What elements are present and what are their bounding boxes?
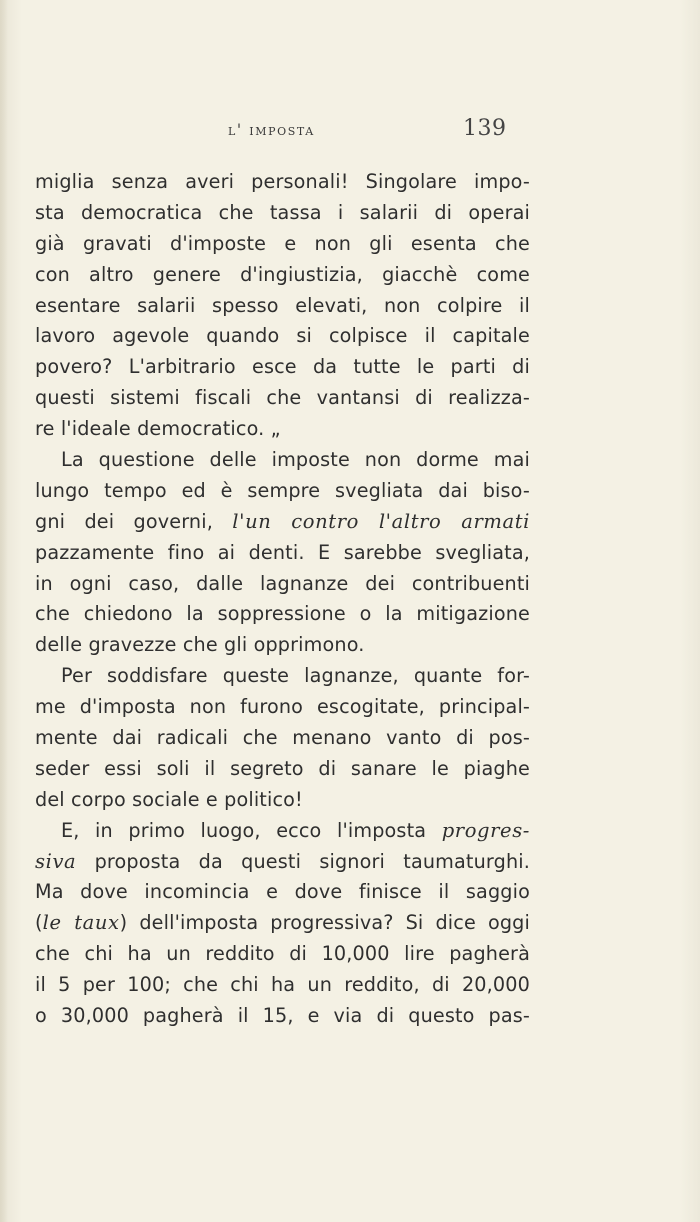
text-run: Per soddisfare queste lagnanze, quante for- (61, 664, 530, 688)
text-run: questi sistemi fiscali che vantansi di realizza- (35, 386, 530, 410)
text-run: E, in primo luogo, ecco l'imposta (61, 818, 442, 842)
text-run: il 5 per 100; che chi ha un reddito, di 20,000 (35, 973, 530, 997)
text-line (35, 723, 530, 754)
text-line (35, 630, 530, 661)
text-run: mente dai radicali che menano vanto di pos- (35, 726, 530, 750)
text-run: re l'ideale democratico. „ (35, 417, 281, 441)
text-run: in ogni caso, dalle lagnanze dei contribuenti (35, 571, 530, 595)
text-line (35, 908, 530, 939)
text-line (35, 445, 530, 476)
text-run: sta democratica che tassa i salarii di operai (35, 200, 530, 224)
text-line (35, 877, 530, 908)
text-line (35, 692, 530, 723)
text-line (35, 383, 530, 414)
text-line (35, 847, 530, 878)
text-line (35, 816, 530, 847)
text-run: seder essi soli il segreto di sanare le piaghe (35, 756, 530, 780)
text-line (35, 198, 530, 229)
text-line (35, 754, 530, 785)
text-line (35, 538, 530, 569)
text-run: o 30,000 pagherà il 15, e via di questo pas- (35, 1004, 530, 1028)
text-run: che chiedono la soppressione o la mitigazione (35, 602, 530, 626)
text-run: ) dell'imposta progressiva? Si dice oggi (119, 911, 530, 935)
text-line (35, 291, 530, 322)
italic-text: l'un contro l'altro armati (232, 509, 530, 533)
text-line (35, 260, 530, 291)
text-run: La questione delle imposte non dorme mai (61, 448, 530, 472)
text-run: me d'imposta non furono escogitate, principal- (35, 695, 530, 719)
text-line (35, 229, 530, 260)
text-line (35, 569, 530, 600)
running-title: l' imposta (228, 121, 315, 139)
italic-text: progres- (441, 818, 530, 842)
text-line (35, 661, 530, 692)
text-line (35, 970, 530, 1001)
text-run: del corpo sociale e politico! (35, 787, 303, 811)
page-gutter-shadow (0, 0, 8, 1222)
text-line (35, 321, 530, 352)
text-run: gni dei governi, (35, 509, 233, 533)
text-line (35, 414, 530, 445)
text-line (35, 599, 530, 630)
text-run: ( (35, 911, 43, 935)
text-run: con altro genere d'ingiustizia, giacchè come (35, 262, 530, 286)
text-line (35, 476, 530, 507)
text-line (35, 507, 530, 538)
text-line (35, 352, 530, 383)
text-run: lungo tempo ed è sempre svegliata dai biso- (35, 478, 530, 502)
italic-text: le taux (42, 911, 120, 935)
text-line (35, 1001, 530, 1032)
text-run: povero? L'arbitrario esce da tutte le parti di (35, 355, 530, 379)
page-number: 139 (463, 116, 507, 141)
text-run: proposta da questi signori taumaturghi. (76, 849, 530, 873)
text-line (35, 939, 530, 970)
text-run: Ma dove incomincia e dove finisce il saggio (35, 880, 530, 904)
text-run: già gravati d'imposte e non gli esenta che (35, 231, 530, 255)
text-run: esentare salarii spesso elevati, non colpire il (35, 293, 530, 317)
text-line (35, 167, 530, 198)
text-run: miglia senza averi personali! Singolare impo- (35, 170, 530, 193)
text-run: che chi ha un reddito di 10,000 lire pagherà (35, 942, 530, 966)
text-run: pazzamente fino ai denti. E sarebbe svegliata, (35, 540, 530, 564)
body-text (35, 167, 530, 1032)
text-line (35, 785, 530, 816)
italic-text: siva (35, 849, 77, 873)
text-run: lavoro agevole quando si colpisce il capitale (35, 324, 530, 348)
text-run: delle gravezze che gli opprimono. (35, 633, 365, 657)
